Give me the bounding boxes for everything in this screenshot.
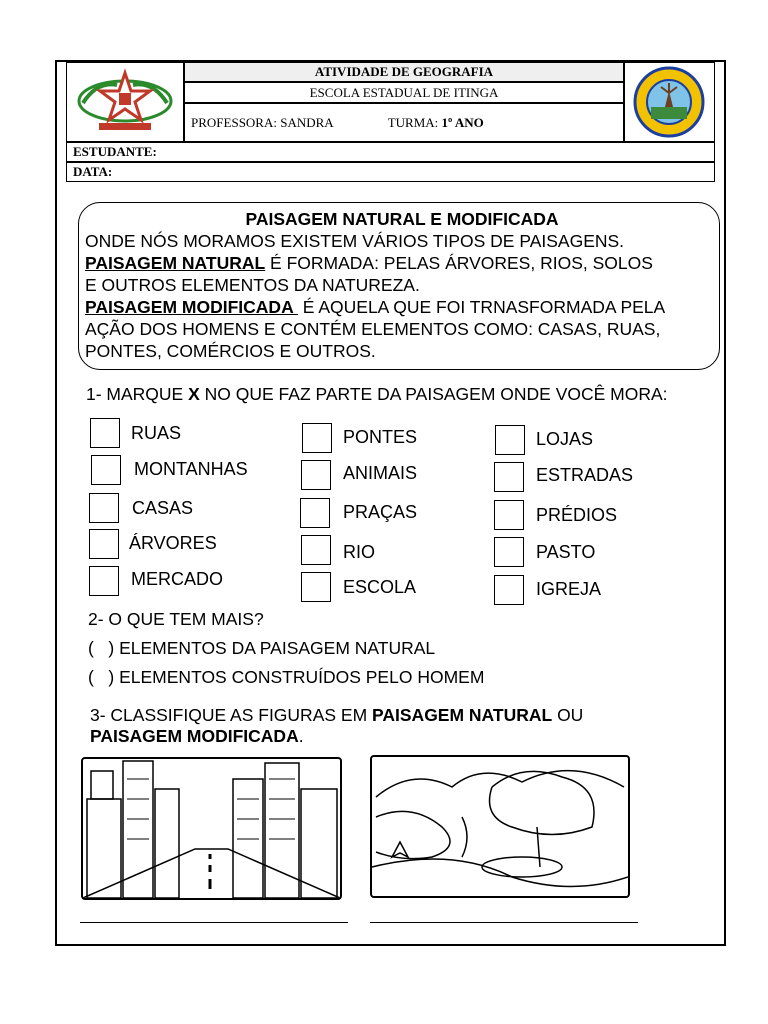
q3-term-modified: PAISAGEM MODIFICADA	[90, 726, 299, 746]
teacher-class-row	[184, 103, 624, 142]
q3-end: .	[298, 726, 304, 746]
question-3-cont	[90, 726, 304, 747]
q3-term-natural: PAISAGEM NATURAL	[372, 705, 553, 725]
checkbox-escola[interactable]	[301, 572, 331, 602]
checkbox-pontes[interactable]	[302, 423, 332, 453]
checkbox-animais[interactable]	[301, 460, 331, 490]
option-estradas: ESTRADAS	[536, 465, 634, 485]
school-logo	[624, 62, 715, 142]
natural-term: PAISAGEM NATURAL	[85, 253, 266, 273]
info-modified-cont1: AÇÃO DOS HOMENS E CONTÉM ELEMENTOS COMO: CASAS, RUAS,	[85, 319, 661, 339]
option-pracas: PRAÇAS	[343, 502, 418, 522]
checkbox-arvores[interactable]	[89, 529, 119, 559]
question-3	[90, 705, 583, 726]
option-montanhas: MONTANHAS	[134, 459, 248, 479]
state-logo	[66, 62, 184, 142]
question-2: 2- O QUE TEM MAIS?	[88, 609, 264, 629]
info-box	[78, 202, 720, 370]
option-igreja: IGREJA	[536, 579, 602, 599]
checkbox-predios[interactable]	[494, 500, 524, 530]
q2-option-built[interactable]: ( ) ELEMENTOS CONSTRUÍDOS PELO HOMEM	[88, 667, 485, 687]
date-label: DATA:	[73, 164, 113, 179]
checkbox-ruas[interactable]	[90, 418, 120, 448]
info-natural	[85, 252, 719, 274]
checkbox-casas[interactable]	[89, 493, 119, 523]
student-label: ESTUDANTE:	[73, 144, 157, 159]
question-1	[86, 384, 668, 405]
q3-prefix: 3- CLASSIFIQUE AS FIGURAS EM	[90, 705, 373, 725]
option-lojas: LOJAS	[536, 429, 594, 449]
checkbox-lojas[interactable]	[495, 425, 525, 455]
q3-mid: OU	[552, 705, 584, 725]
checkbox-montanhas[interactable]	[91, 455, 121, 485]
option-ruas: RUAS	[131, 423, 182, 443]
class-value: 1º ANO	[441, 114, 484, 130]
answer-line-2[interactable]	[370, 922, 638, 923]
checkbox-pracas[interactable]	[300, 498, 330, 528]
option-animais: ANIMAIS	[343, 463, 418, 483]
option-arvores: ÁRVORES	[129, 533, 217, 553]
option-pontes: PONTES	[343, 427, 418, 447]
q2-option-natural[interactable]: ( ) ELEMENTOS DA PAISAGEM NATURAL	[88, 638, 436, 658]
checkbox-estradas[interactable]	[494, 462, 524, 492]
class-label	[388, 115, 484, 131]
option-casas: CASAS	[132, 498, 194, 518]
info-natural-cont: E OUTROS ELEMENTOS DA NATUREZA.	[85, 275, 420, 295]
info-modified	[85, 296, 719, 318]
checkbox-rio[interactable]	[301, 535, 331, 565]
option-mercado: MERCADO	[131, 569, 224, 589]
activity-title	[184, 62, 624, 82]
checkbox-pasto[interactable]	[494, 537, 524, 567]
info-modified-cont2: PONTES, COMÉRCIOS E OUTROS.	[85, 341, 376, 361]
option-predios: PRÉDIOS	[536, 505, 618, 525]
checkbox-mercado[interactable]	[89, 566, 119, 596]
natural-rest: É FORMADA: PELAS ÁRVORES, RIOS, SOLOS	[265, 253, 653, 273]
school-name	[184, 82, 624, 103]
modified-term: PAISAGEM MODIFICADA	[85, 297, 298, 317]
student-field[interactable]	[66, 142, 715, 162]
info-line-1: ONDE NÓS MORAMOS EXISTEM VÁRIOS TIPOS DE PAISAGENS.	[85, 231, 625, 251]
class-label-text: TURMA:	[387, 114, 439, 130]
school-name-text: ESCOLA ESTADUAL DE ITINGA	[309, 84, 499, 100]
info-title: PAISAGEM NATURAL E MODIFICADA	[245, 209, 559, 229]
checkbox-igreja[interactable]	[494, 575, 524, 605]
option-pasto: PASTO	[536, 542, 596, 562]
q1-suffix: NO QUE FAZ PARTE DA PAISAGEM ONDE VOCÊ MORA:	[199, 384, 668, 404]
option-escola: ESCOLA	[343, 577, 417, 597]
activity-title-text: ATIVIDADE DE GEOGRAFIA	[314, 64, 494, 79]
teacher-label: PROFESSORA: SANDRA	[191, 114, 334, 130]
modified-rest: É AQUELA QUE FOI TRNASFORMADA PELA	[297, 297, 666, 317]
answer-line-1[interactable]	[80, 922, 348, 923]
city-picture	[81, 757, 342, 900]
date-field[interactable]	[66, 162, 715, 182]
q1-mark: X	[188, 384, 200, 404]
option-rio: RIO	[343, 542, 376, 562]
q1-prefix: 1- MARQUE	[86, 384, 189, 404]
nature-picture	[370, 755, 630, 898]
